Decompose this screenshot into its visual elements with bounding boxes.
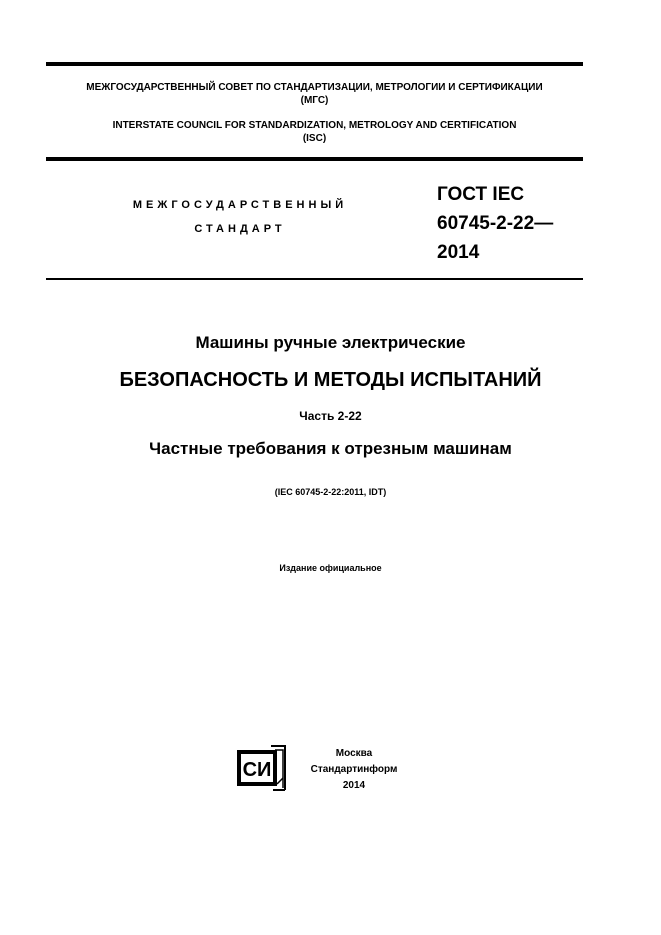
standard-type-line1: МЕЖГОСУДАРСТВЕННЫЙ <box>132 199 348 211</box>
publisher-block <box>300 746 408 794</box>
council-ru-abbr: (МГС) <box>300 95 329 106</box>
gost-code <box>437 180 587 267</box>
title-part: Часть 2-22 <box>299 409 362 423</box>
council-en-abbr: (ISC) <box>302 133 327 144</box>
council-en-text: INTERSTATE COUNCIL FOR STANDARDIZATION, METROLOGY AND CERTIFICATION <box>112 120 517 131</box>
council-ru-name <box>46 81 583 107</box>
standard-type <box>100 198 380 236</box>
gost-code-line2: 60745-2-22— <box>437 213 554 234</box>
iec-reference: (IEC 60745-2-22:2011, IDT) <box>274 487 387 497</box>
si-logo-text: СИ <box>242 759 272 781</box>
title-subtitle: Частные требования к отрезным машинам <box>149 439 512 458</box>
standard-type-line2: СТАНДАРТ <box>194 223 286 235</box>
council-ru-text: МЕЖГОСУДАРСТВЕННЫЙ СОВЕТ ПО СТАНДАРТИЗАЦИИ, МЕТРОЛОГИИ И СЕРТИФИКАЦИИ <box>86 82 543 93</box>
si-logo-icon <box>233 744 289 792</box>
council-en-name <box>46 119 583 145</box>
title-safety: БЕЗОПАСНОСТЬ И МЕТОДЫ ИСПЫТАНИЙ <box>119 369 542 391</box>
standartinform-logo <box>233 744 289 792</box>
publisher-year: 2014 <box>342 780 366 791</box>
publisher-city: Москва <box>335 748 373 759</box>
code-bottom-rule <box>46 278 583 280</box>
publisher-name: Стандартинформ <box>310 764 398 775</box>
top-rule <box>46 62 583 66</box>
gost-code-line3: 2014 <box>437 242 480 263</box>
header-bottom-rule <box>46 157 583 161</box>
edition-label: Издание официальное <box>279 563 382 573</box>
gost-code-line1: ГОСТ IEC <box>437 184 525 205</box>
title-main: Машины ручные электрические <box>195 333 466 352</box>
